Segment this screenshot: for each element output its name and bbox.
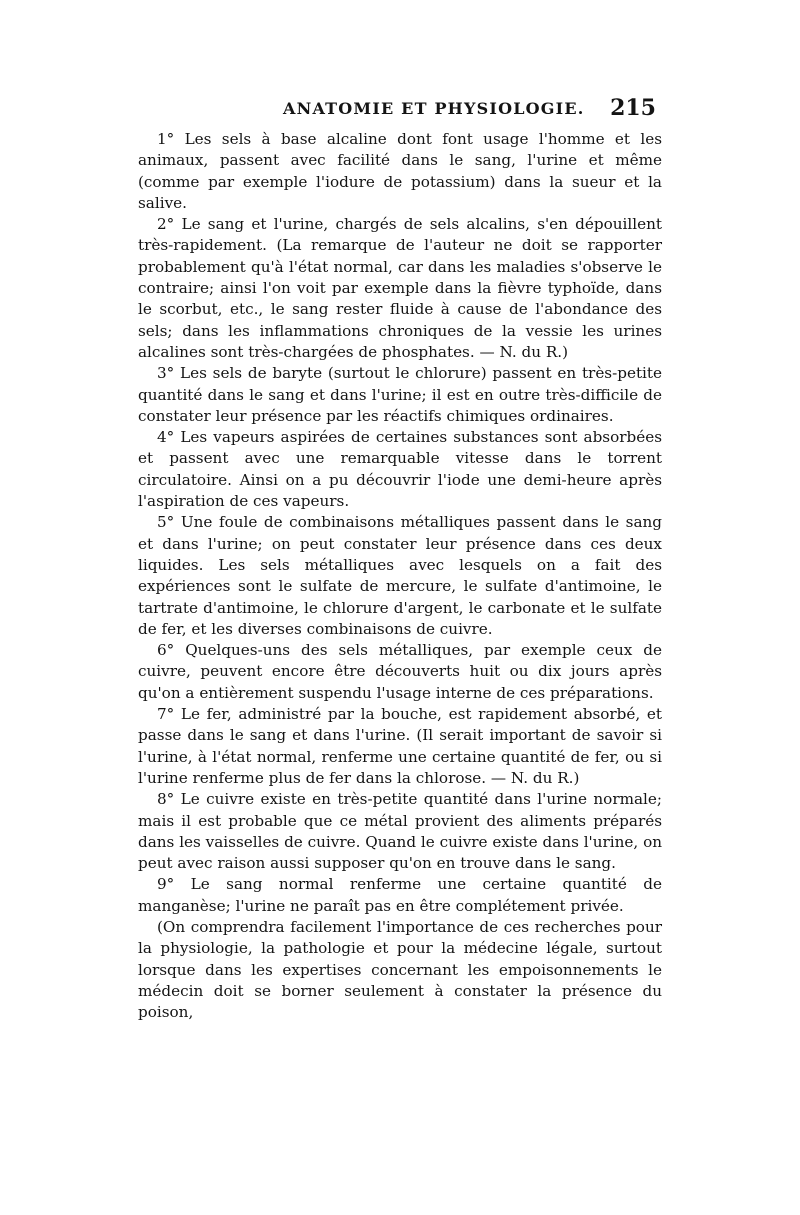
paragraph-1: 1° Les sels à base alcaline dont font usage l'homme et les animaux, passent avec facilité dans le sang, l'urine et même (comme par exemple l'iodure de potassium) dans la sueur et la salive.: [138, 130, 662, 212]
book-page: [138, 95, 662, 1023]
body-text: [138, 129, 662, 1023]
page-number: 215: [610, 95, 656, 121]
paragraph-8: 8° Le cuivre existe en très-petite quantité dans l'urine normale; mais il est probable que ce métal provient des aliments préparés dans les vaisselles de cuivre. Quand le cuivre existe dans l'urine, on peut avec raison aussi supposer qu'on en trouve dans le sang.: [138, 790, 662, 873]
paragraph-2: 2° Le sang et l'urine, chargés de sels alcalins, s'en dépouillent très-rapidement. (La remarque de l'auteur ne doit se rapporter probablement qu'à l'état normal, car dans les maladies s'observe le contraire; ainsi l'on voit par exemple dans la fièvre typhoïde, dans le scorbut, etc., le sang rester fluide à cause de l'abondance des sels; dans les inflammations chroniques de la vessie les urines alcalines sont très-chargées de phosphates. — N. du R.): [138, 215, 662, 361]
paragraph-9: 9° Le sang normal renferme une certaine quantité de manganèse; l'urine ne paraît pas en être complétement privée.: [138, 875, 662, 915]
paragraph-6: 6° Quelques-uns des sels métalliques, par exemple ceux de cuivre, peuvent encore être découverts huit ou dix jours après qu'on a entièrement suspendu l'usage interne de ces préparations.: [138, 641, 662, 702]
running-title: ANATOMIE ET PHYSIOLOGIE.: [283, 99, 585, 118]
paragraph-7: 7° Le fer, administré par la bouche, est rapidement absorbé, et passe dans le sang et dans l'urine. (Il serait important de savoir si l'urine, à l'état normal, renferme une certaine quantité de fer, ou si l'urine renferme plus de fer dans la chlorose. — N. du R.): [138, 705, 662, 787]
paragraph-5: 5° Une foule de combinaisons métalliques passent dans le sang et dans l'urine; on peut constater leur présence dans ces deux liquides. Les sels métalliques avec lesquels on a fait des expériences sont le sulfate de mercure, le sulfate d'antimoine, le tartrate d'antimoine, le chlorure d'argent, le carbonate et le sulfate de fer, et les diverses combinaisons de cuivre.: [138, 513, 662, 638]
paragraph-3: 3° Les sels de baryte (surtout le chlorure) passent en très-petite quantité dans le sang et dans l'urine; il est en outre très-difficile de constater leur présence par les réactifs chimiques ordinaires.: [138, 364, 662, 425]
paragraph-4: 4° Les vapeurs aspirées de certaines substances sont absorbées et passent avec une remarquable vitesse dans le torrent circulatoire. Ainsi on a pu découvrir l'iode une demi-heure après l'aspiration de ces vapeurs.: [138, 428, 662, 511]
paragraph-10: (On comprendra facilement l'importance de ces recherches pour la physiologie, la pathologie et pour la médecine légale, surtout lorsque dans les expertises concernant les empoisonnements le médecin doit se borner seulement à constater la présence du poison,: [138, 917, 662, 1022]
page-header: [138, 95, 662, 129]
